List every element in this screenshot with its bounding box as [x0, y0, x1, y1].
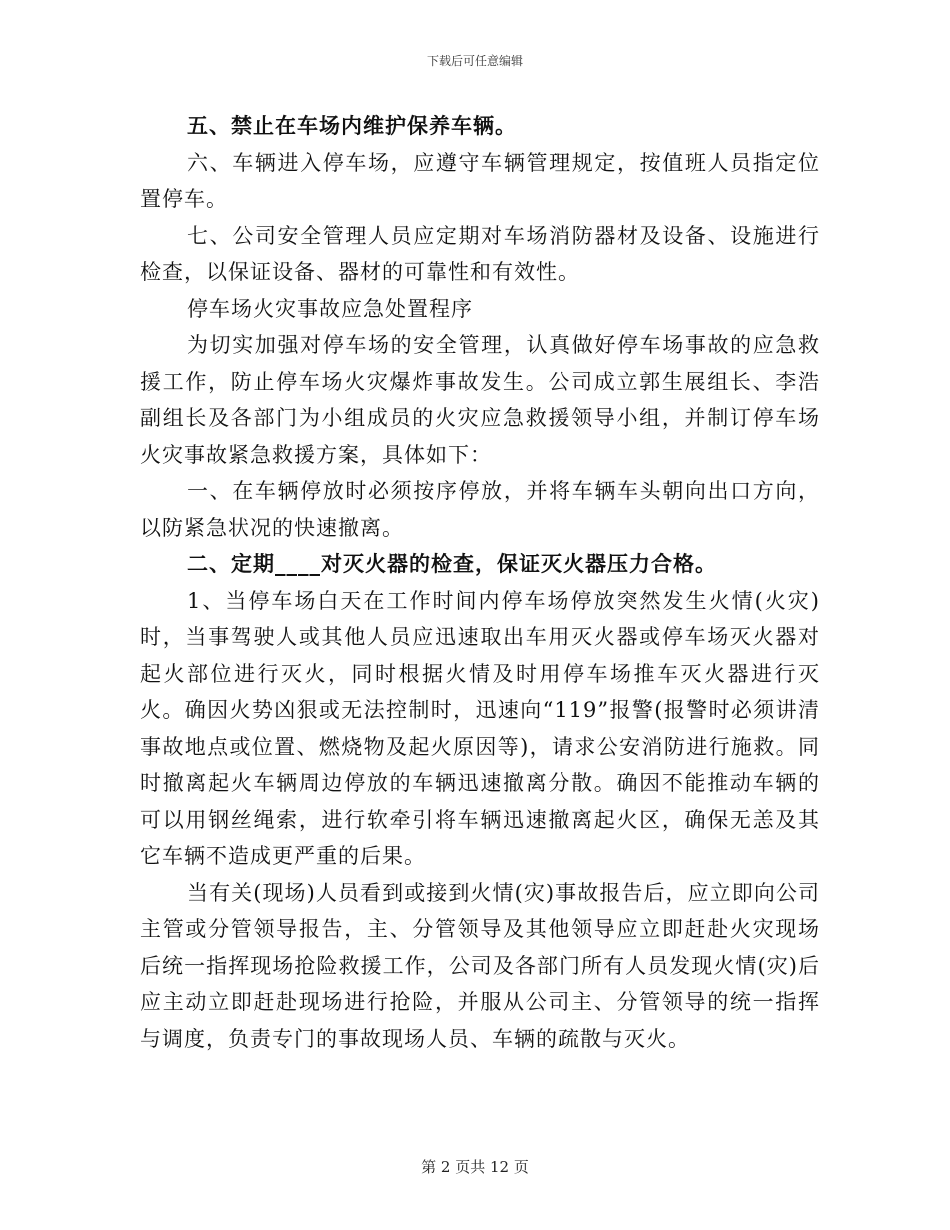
paragraph-2: 二、定期____对灭火器的检查，保证灭火器压力合格。 — [187, 551, 717, 576]
paragraph-5: 五、禁止在车场内维护保养车辆。 — [187, 113, 517, 138]
section-heading: 停车场火灾事故应急处置程序 — [187, 296, 473, 321]
paragraph-step-1: 1、当停车场白天在工作时间内停车场停放突然发生火情(火灾)时，当事驾驶人或其他人员应迅速取出车用灭火器或停车场灭火器对起火部位进行灭火，同时根据火情及时用停车场推车灭火器进行灭火。确因火势凶狠或无法控制时，迅速向“119”报警(报警时必须讲清事故地点或位置、燃烧物及起火原因等)，请求公安消防进行施救。同时撤离起火车辆周边停放的车辆迅速撤离分散。确因不能推动车辆的可以用钢丝绳索，进行软牵引将车辆迅速撤离起火区，确保无恙及其它车辆不造成更严重的后果。 — [140, 588, 820, 868]
page-header: 下载后可任意编辑 — [426, 54, 523, 68]
paragraph-7: 七、公司安全管理人员应定期对车场消防器材及设备、设施进行检查，以保证设备、器材的可靠性和有效性。 — [140, 223, 820, 284]
document-body — [140, 108, 820, 1057]
paragraph-6: 六、车辆进入停车场，应遵守车辆管理规定，按值班人员指定位置停车。 — [140, 150, 820, 211]
page-footer: 第 2 页共 12 页 — [421, 1158, 529, 1176]
paragraph-1: 一、在车辆停放时必须按序停放，并将车辆车头朝向出口方向，以防紧急状况的快速撤离。 — [140, 479, 820, 540]
paragraph-report: 当有关(现场)人员看到或接到火情(灾)事故报告后，应立即向公司主管或分管领导报告，主、分管领导及其他领导应立即赶赴火灾现场后统一指挥现场抢险救援工作，公司及各部门所有人员发现火情(灾)后应主动立即赶赴现场进行抢险，并服从公司主、分管领导的统一指挥与调度，负责专门的事故现场人员、车辆的疏散与灭火。 — [140, 880, 820, 1051]
intro-paragraph: 为切实加强对停车场的安全管理，认真做好停车场事故的应急救援工作，防止停车场火灾爆炸事故发生。公司成立郭生展组长、李浩副组长及各部门为小组成员的火灾应急救援领导小组，并制订停车场火灾事故紧急救援方案，具体如下： — [140, 333, 820, 467]
